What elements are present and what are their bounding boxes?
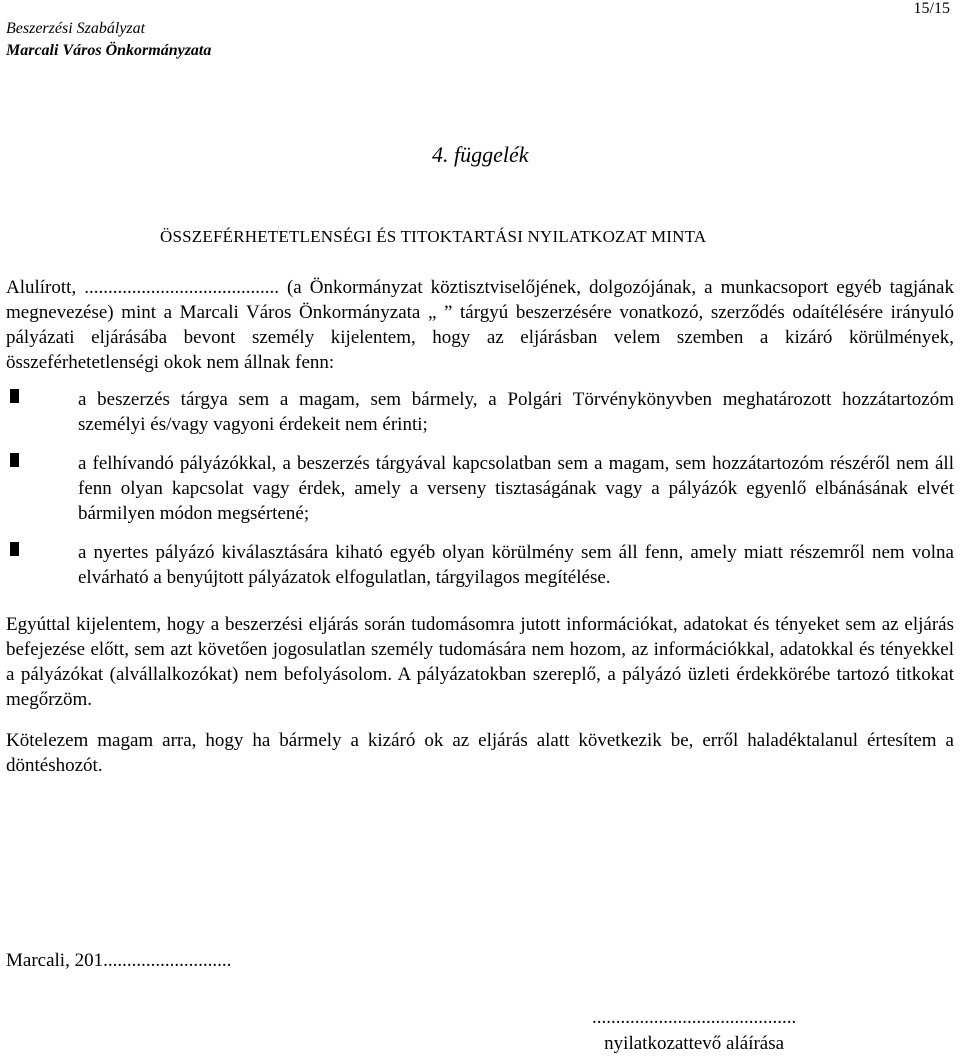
condition-text: a nyertes pályázó kiválasztására kiható egyéb olyan körülmény sem áll fenn, amely miatt részemről nem volna elvárható a benyújtott pályázatok elfogulatlan, tárgyilagos megítélése. — [78, 542, 954, 588]
condition-text: a felhívandó pályázókkal, a beszerzés tárgyával kapcsolatban sem a magam, sem hozzátartozóm részéről nem áll fenn olyan kapcsolat vagy érdek, amely a verseny tisztaságának vagy a pályázók egyenlő elbánásának elvét bármilyen módon megsértené; — [78, 453, 954, 524]
condition-item — [6, 387, 954, 437]
page-number: 15/15 — [913, 0, 950, 17]
signature-line: ........................................... — [592, 1007, 797, 1028]
bullet-square-icon — [10, 542, 19, 556]
condition-item — [6, 451, 954, 526]
document-header — [6, 18, 211, 62]
signature-label: nyilatkozattevő aláírása — [604, 1033, 785, 1054]
confidentiality-paragraph: Egyúttal kijelentem, hogy a beszerzési eljárás során tudomásomra jutott információkat, adatokat és tényeket sem az eljárás befejezése előtt, sem azt követően jogosulatlan személy tudomására nem hozom, az információkkal, adatokkal és tényekkel a pályázókat (alvállalkozókat) nem befolyásolom. A pályázatokban szereplő, a pályázó üzleti érdekkörébe tartozó titkokat megőrzöm. — [6, 614, 954, 710]
place-date: Marcali, 201........................... — [6, 950, 232, 971]
condition-item — [6, 540, 954, 590]
declaration-title: ÖSSZEFÉRHETETLENSÉGI ÉS TITOKTARTÁSI NYILATKOZAT MINTA — [160, 227, 707, 246]
condition-list — [6, 387, 954, 590]
condition-text: a beszerzés tárgya sem a magam, sem bármely, a Polgári Törvénykönyvben meghatározott hozzátartozóm személyi és/vagy vagyoni érdekeit nem érinti; — [78, 389, 954, 435]
obligation-paragraph: Kötelezem magam arra, hogy ha bármely a kizáró ok az eljárás alatt következik be, erről haladéktalanul értesítem a döntéshozót. — [6, 730, 954, 776]
appendix-label: 4. függelék — [432, 142, 529, 167]
bullet-square-icon — [10, 453, 19, 467]
header-municipality: Marcali Város Önkormányzata — [6, 42, 212, 59]
intro-paragraph: Alulírott, ......................................... (a Önkormányzat köztisztviselőjének, dolgozójának, a munkacsoport egyéb tagjának megnevezése) mint a Marcali Város Önkormányzata „ ” tárgyú beszerzésére vonatkozó, szerződés odaítélésére irányuló pályázati eljárásába bevont személy kijelentem, hogy az eljárásban velem szemben a kizáró körülmények, összeférhetetlenségi okok nem állnak fenn: — [6, 277, 954, 373]
bullet-square-icon — [10, 389, 19, 403]
declaration-body — [6, 275, 954, 778]
header-regulation-title: Beszerzési Szabályzat — [6, 20, 146, 37]
signature-block — [592, 1005, 796, 1057]
